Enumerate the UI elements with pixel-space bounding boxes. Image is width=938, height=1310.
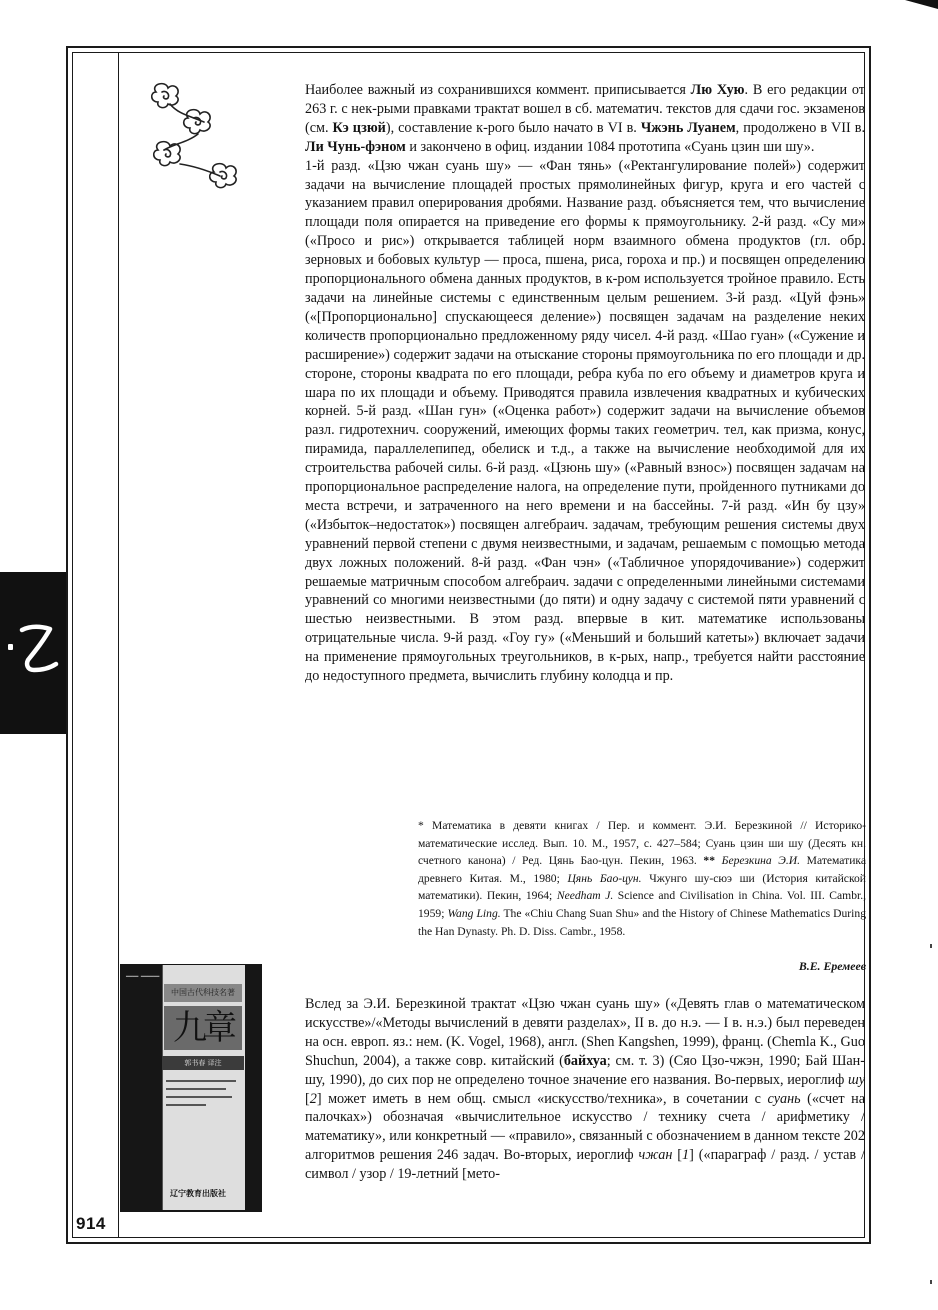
paragraph-sections: 1-й разд. «Цзю чжан суань шу» — «Фан тянь» («Ректангулирование полей») содержит задачи на вычисление площадей простых прямолинейных фигур, круга и его частей с указанием правил оперирования дробями. Название разд. объясняется тем, что вычисление площади поля опирается на приведение его формы к прямоугольнику. 2-й разд. «Су ми» («Просо и рис») открывается таблицей норм взаимного обмена продуктов (гл. обр. зерновых и бобовых культур — проса, пшена, риса, гороха и пр.) и посвящен определению пропорционального обмена данных продуктов, в к-ром используется тройное правило. Есть задачи на линейные системы с единственным целым решением. 3-й разд. «Цуй фэнь» («[Пропорционально] спускающееся деление») посвящен задачам на разделение неких количеств пропорционально предложенному ряду чисел. 4-й разд. «Шао гуан» («Сужение и расширение») содержит задачи на отыскание стороны прямоугольника по его площади и др. стороне, стороны квадрата по его площади, ребра куба по его объему и диаметров круга и шара по их площади и объему. Приводятся правила извлечения квадратных и кубических корней. 5-й разд. «Шан гун» («Оценка работ») содержит задачи на вычисление объемов разл. гидротехнич. сооружений, имеющих формы таких геометрич. тел, как призма, конус, пирамида, параллелепипед, обелиск и т.д., а также на вычисление необходимой для их строительства рабочей силы. 6-й разд. «Цзюнь шу» («Равный взнос») посвящен задачам на пропорциональное распределение налога, на определение пути, пройденного путниками до места встречи, и затраченного на него времени и на бассейны. 7-й разд. «Ин бу цзу» («Избыток–недостаток») посвящен алгебраич. задачам, требующим решения системы двух уравнений первой степени с двумя неизвестными, и задачам, решаемым с помощью метода двух ложных положений. 8-й разд. «Фан чэн» («Табличное упорядочивание») содержит решаемые матричным способом алгебраич. задачи с определенными линейными системами уравнений со многими неизвестными (до пяти) и одну задачу с системой пяти уравнений с шестью неизвестными. В этом разд. впервые в кит. математике использованы отрицательные числа. 9-й разд. «Гоу гу» («Меньший и больший катеты») включает задачи на применение прямоугольных треугольников, в к-рых, напр., требуется найти расстояние до недоступного предмета, вычислить глубину колодца и пр. [305,157,865,685]
bold-term: Ли Чунь-фэном [305,138,406,155]
italic-term: шу [847,1071,865,1088]
cloud-ornament-icon [138,78,254,194]
bold-term: Лю Хую [690,82,745,98]
bibliography: * Математика в девяти книгах / Пер. и коммент. Э.И. Березкиной // Историко-математические исслед. Вып. 10. М., 1957, с. 427–584; Суань цзин ши шу (Десять кн. счетного канона) / Ред. Цянь Бао-цун. Пекин, 1963. ** Березкина Э.И. Математика древнего Китая. М., 1980; Цянь Бао-цун. Чжунго шу-сюэ ши (История китайской математики). Пекин, 1964; Needham J. Science and Civilisation in China. Vol. III. Cambr., 1959; Wang Ling. The «Chiu Chang Suan Shu» and the History of Chinese Mathematics During the Han Dynasty. Ph. D. Diss. Cambr., 1958. [418,819,867,938]
italic-term: Needham J. [556,889,614,903]
book-cover-line [166,1096,232,1098]
italic-term: Цянь Бао-цун. [567,871,642,885]
italic-term: Wang Ling. [447,906,501,920]
bold-term: Кэ цзюй [332,119,386,136]
italic-term: Березкина Э.И. [721,854,801,868]
margin-divider [118,52,119,1238]
book-cover-series: 中国古代科技名著 [164,984,242,1002]
italic-term: 2 [309,1090,317,1107]
book-cover-author: 郭书春 译注 [162,1056,244,1070]
page-number: 914 [76,1214,106,1233]
book-cover-header: ▁▁ ▁▁▁ [126,968,160,977]
tab-character-glyph [0,596,66,706]
author-signature: В.Е. Еремеев [798,959,866,973]
paragraph-commentary: Наиболее важный из сохранившихся коммент. приписывается Лю Хую. В его редакции от 263 г. с нек-рыми правками трактат вошел в сб. математич. текстов для сдачи гос. экзаменов (см. Кэ цзюй), составление к-рого было начато в VI в. Чжэнь Луанем, продолжено в VII в. Ли Чунь-фэном и закончено в офиц. издании 1084 прототипа «Суань цзин ши шу». [305,82,865,155]
book-cover-title: 九章 [164,1006,242,1050]
book-cover-line [166,1088,226,1090]
bold-term: байхуа [563,1052,607,1069]
italic-term: чжан [638,1147,673,1164]
italic-term: 1 [682,1147,690,1164]
article-body-top [305,81,865,686]
scan-speck [930,944,932,948]
book-cover-line [166,1104,206,1106]
bold-term: ** [703,854,716,868]
italic-term: суань [767,1090,801,1107]
article-body-bottom: Вслед за Э.И. Березкиной трактат «Цзю чжан суань шу» («Девять глав о математическом искусстве»/«Методы вычислений в девяти разделах», II в. до н.э. — I в. н.э.) был переведен на осн. европ. яз.: нем. (K. Vogel, 1968), англ. (Shen Kangshen, 1999), франц. (Chemla K., Guo Shuchun, 2004), а также совр. китайский (байхуа; см. т. 3) (Сяо Цзо-чжэн, 1990; Бай Шан-шу, 1990), до сих пор не определено точное значение его названия. Во-первых, иероглиф шу [2] может иметь в нем общ. смысл «искусство/техника», в сочетании с суань («счет на палочках») обозначая «вычислительное искусство / технику счета / арифметику / математику», или конкретный — «правило», связанный с обозначением в данном тексте 202 алгоритмов решения 246 задач. Во-вторых, иероглиф чжан [1] («параграф / разд. / устав / символ / узор / 19-летний [мето- [305,996,866,1183]
tab-mark [8,644,13,650]
bold-term: Чжэнь Луанем [640,119,736,136]
scan-speck [930,1280,932,1284]
corner-arrow-icon [905,0,938,9]
book-cover-publisher: 辽宁教育出版社 [170,1189,226,1198]
book-cover-line [166,1080,236,1082]
